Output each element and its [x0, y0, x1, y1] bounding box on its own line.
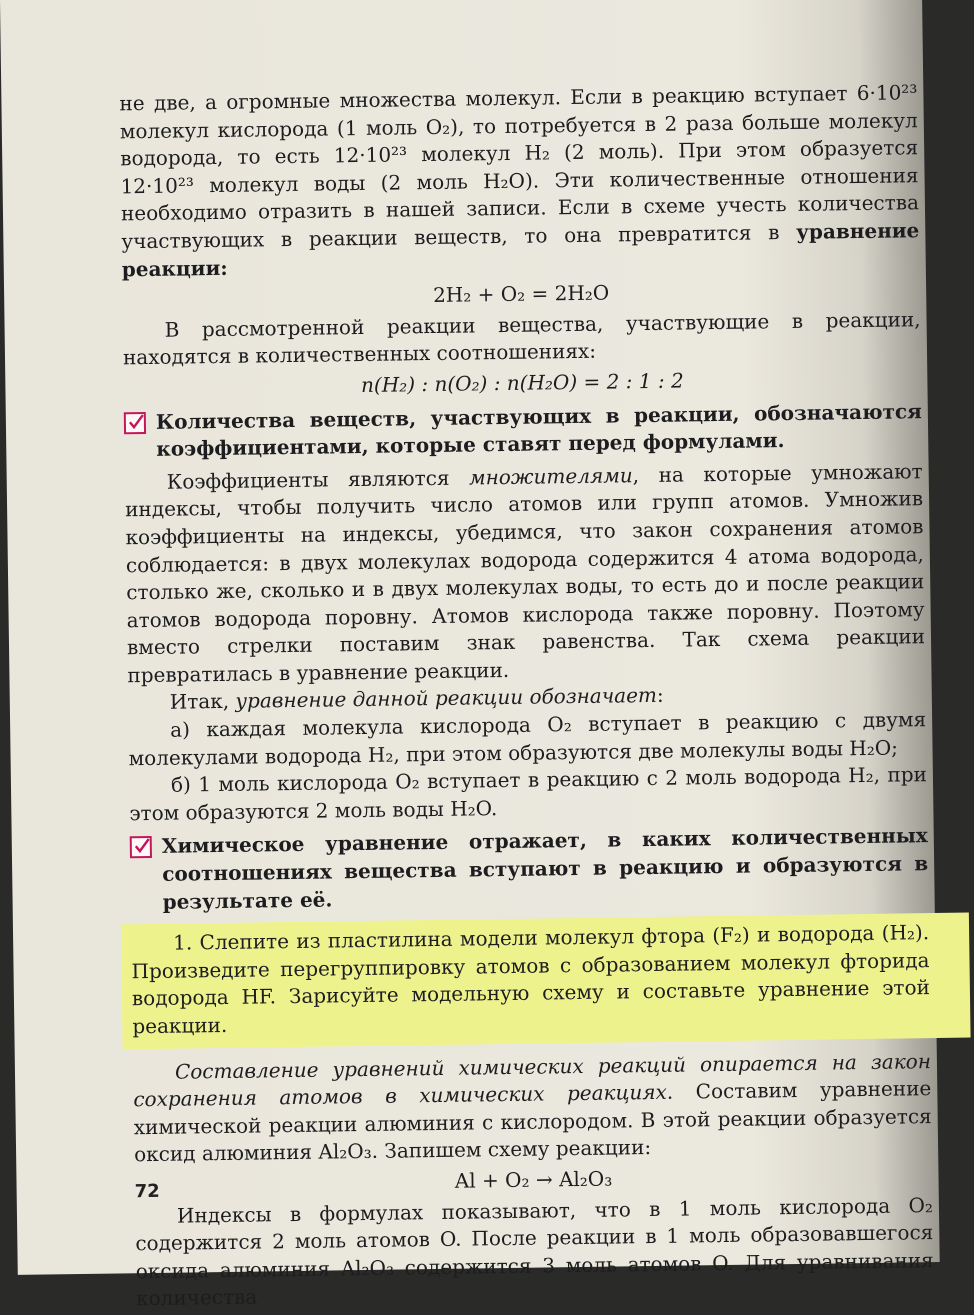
paragraph-multipliers-lead: Коэффициенты являются: [166, 465, 470, 494]
task-highlight: [121, 913, 971, 1049]
rule-equation: [130, 823, 929, 917]
formula-aluminium: Al + O₂ → Al₂O₃: [454, 1166, 613, 1193]
paragraph-multipliers-body: , на которые умножают индексы, чтобы получить число атомов или групп атомов. Умножив коэффициенты на индексы, убедимся, что закон сохранения атомов соблюдается: в двух молекулах водорода содержится 4 атома водорода, столько же, сколько и в двух молекулах воды, то есть до и после реакции атомов водорода поровну. Атомов кислорода также поровну. Поэтому вместо стрелки поставим знак равенства. Так схема реакции превратилась в уравнение реакции.: [124, 458, 926, 688]
page-content: [119, 79, 934, 1313]
term-equation: уравнение реакции:: [121, 218, 920, 281]
paragraph-aluminium-body: . Составим уравнение химической реакции алюминия с кислородом. В этой реакции образуется оксид алюминия Al₂O₃. Запишем схему реакции:: [133, 1076, 932, 1167]
list-item-a: а) каждая молекула кислорода O₂ вступает в реакцию с двумя молекулами водорода H₂, при этом образуются две молекулы воды H₂O;: [128, 707, 927, 770]
paragraph-ratios: В рассмотренной реакции вещества, участвующие в реакции, находятся в количественных соотношениях:: [122, 306, 921, 370]
summary-italic: уравнение данной реакции обозначает: [235, 683, 658, 714]
paragraph-multipliers: [125, 458, 926, 690]
paragraph-intro: [119, 79, 920, 283]
paragraph-aluminium: [133, 1048, 932, 1170]
term-multipliers: множителями: [468, 462, 633, 490]
checkbox-check-icon: [130, 836, 152, 858]
summary-lead: Итак,: [169, 689, 236, 715]
formula-ratio: n(H₂) : n(O₂) : n(H₂O) = 2 : 1 : 2: [360, 368, 684, 397]
page-number: 72: [134, 1180, 160, 1203]
rule-coefficients-text: Количества веществ, участвующих в реакции, обозначаются коэффициентами, которые ставят перед формулами.: [155, 398, 922, 461]
rule-equation-text: Химическое уравнение отражает, в каких количественных соотношениях вещества вступают в реакцию и образуются в результате её.: [161, 823, 929, 914]
formula-water: 2H₂ + O₂ = 2H₂O: [432, 280, 610, 308]
task-text: 1. Слепите из пластилина модели молекул фтора (F₂) и водорода (H₂). Произведите перегруппировку атомов с образованием молекул фторида водорода HF. Зарисуйте модельную схему и составьте уравнение этой реакции.: [131, 920, 931, 1039]
list-item-b: б) 1 моль кислорода O₂ вступает в реакцию с 2 моль водорода H₂, при этом образуются 2 моль воды H₂O.: [129, 762, 928, 826]
paragraph-intro-text: не две, а огромные множества молекул. Если в реакцию вступает 6·10²³ молекул кислорода (1 моль O₂), то потребуется в 2 раза больше молекул водорода, то есть 12·10²³ молекул H₂ (2 моль). При этом образуется 12·10²³ молекул воды (2 моль H₂O). Эти количественные отношения необходимо отразить в нашей записи. Если в схеме учесть количества участвующих в реакции веществ, то она превратится в: [119, 80, 920, 254]
paragraph-indices: Индексы в формулах показывают, что в 1 моль кислорода O₂ содержится 2 моль атомов O. После реакции в 1 моль образовавшегося оксида алюминия Al₂O₃ содержится 3 моль атомов O. Для уравнивания количества: [135, 1192, 934, 1311]
rule-coefficients: [124, 398, 923, 464]
summary-colon: :: [656, 683, 664, 708]
paragraph-aluminium-italic: Составление уравнений химических реакций опирается на закон сохранения атомов в химических реакциях: [133, 1048, 932, 1112]
checkbox-check-icon: [124, 412, 146, 434]
